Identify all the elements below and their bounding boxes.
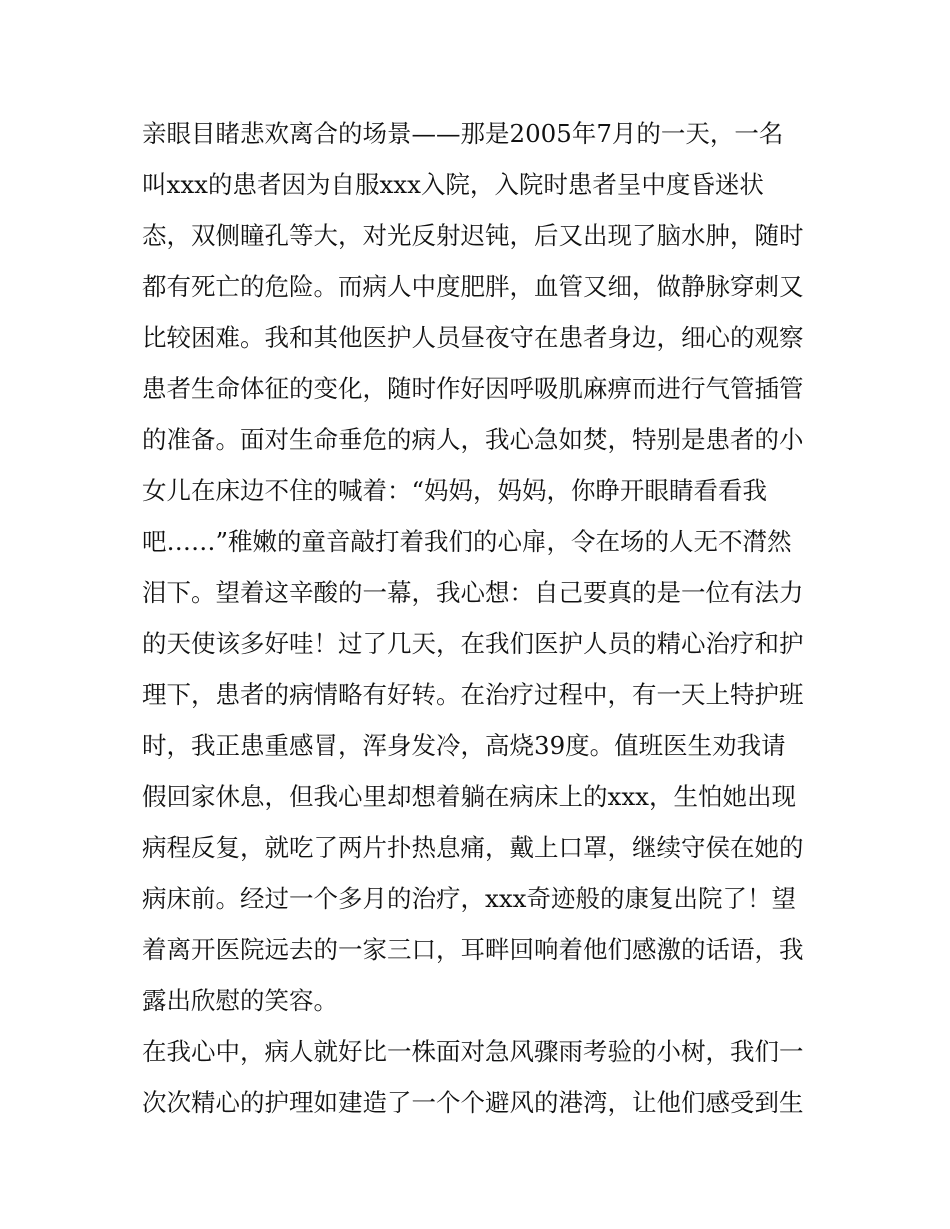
- text-line: 患者生命体征的变化，随时作好因呼吸肌麻痹而进行气管插管: [142, 374, 804, 403]
- text-line: 的天使该多好哇！过了几天，在我们医护人员的精心治疗和护: [142, 629, 804, 658]
- text-line: 女儿在床边不住的喊着：“妈妈，妈妈，你睁开眼睛看看我: [142, 476, 768, 505]
- text-line: 理下，患者的病情略有好转。在治疗过程中，有一天上特护班: [142, 680, 804, 709]
- paragraph-2: [142, 1026, 822, 1128]
- text-line: 吧……”稚嫩的童音敲打着我们的心扉，令在场的人无不潸然: [142, 527, 792, 556]
- text-line: 病床前。经过一个多月的治疗，xxx奇迹般的康复出院了！望: [142, 884, 796, 913]
- text-line: 叫xxx的患者因为自服xxx入院，入院时患者呈中度昏迷状: [142, 170, 764, 199]
- text-line: 露出欣慰的笑容。: [142, 986, 338, 1015]
- text-line: 态，双侧瞳孔等大，对光反射迟钝，后又出现了脑水肿，随时: [142, 221, 804, 250]
- text-line: 都有死亡的危险。而病人中度肥胖，血管又细，做静脉穿刺又: [142, 272, 804, 301]
- text-line: 比较困难。我和其他医护人员昼夜守在患者身边，细心的观察: [142, 323, 804, 352]
- text-line: 着离开医院远去的一家三口，耳畔回响着他们感激的话语，我: [142, 935, 804, 964]
- document-body: [142, 108, 822, 1128]
- paragraph-1: [142, 108, 822, 1026]
- text-line: 时，我正患重感冒，浑身发冷，高烧39度。值班医生劝我请: [142, 731, 786, 760]
- text-line: 亲眼目睹悲欢离合的场景——那是2005年7月的一天，一名: [142, 119, 784, 148]
- text-line: 的准备。面对生命垂危的病人，我心急如焚，特别是患者的小: [142, 425, 804, 454]
- text-line: 病程反复，就吃了两片扑热息痛，戴上口罩，继续守侯在她的: [142, 833, 804, 862]
- text-line: 在我心中，病人就好比一株面对急风骤雨考验的小树，我们一: [142, 1037, 804, 1066]
- text-line: 泪下。望着这辛酸的一幕，我心想：自己要真的是一位有法力: [142, 578, 804, 607]
- text-line: 假回家休息，但我心里却想着躺在病床上的xxx，生怕她出现: [142, 782, 796, 811]
- text-line: 次次精心的护理如建造了一个个避风的港湾，让他们感受到生: [142, 1088, 804, 1117]
